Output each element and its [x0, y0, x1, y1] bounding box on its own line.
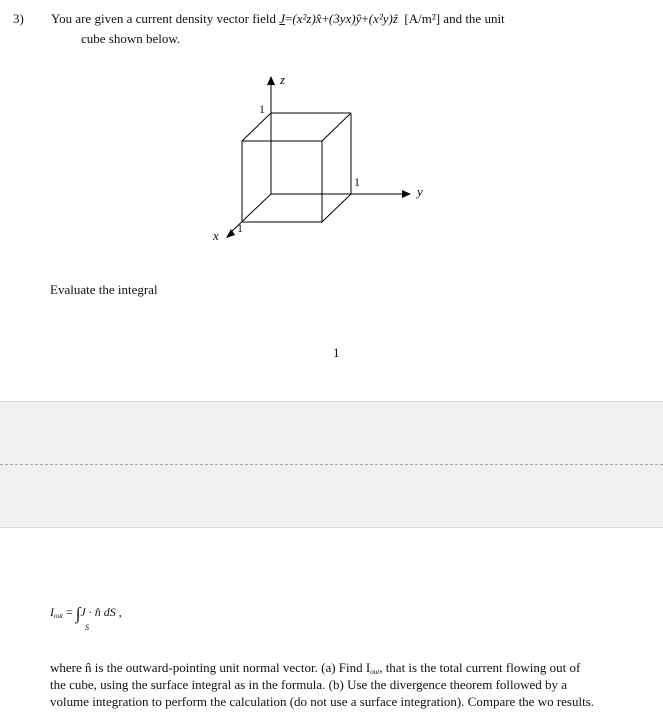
- current-symbol: I: [50, 605, 54, 619]
- explanation-subscript: out: [370, 668, 380, 676]
- field-term-z: (x²y)ẑ: [368, 11, 398, 26]
- page-break-divider: [0, 464, 663, 465]
- page-number: 1: [333, 345, 340, 360]
- field-symbol: J: [279, 11, 286, 26]
- integral-sign: ∫: [75, 604, 81, 623]
- evaluate-label: Evaluate the integral: [50, 282, 158, 297]
- problem-trail: and the unit: [443, 11, 505, 26]
- integral-limit: S: [85, 623, 89, 632]
- x-axis: [229, 194, 271, 234]
- cube-edge: [322, 113, 351, 141]
- problem-number: 3): [13, 11, 24, 26]
- cube-edge: [242, 113, 271, 141]
- plus-sign-1: +: [321, 11, 329, 26]
- field-term-y: (3yx)ŷ: [328, 11, 362, 26]
- explanation-line1-text: where n̂ is the outward-pointing unit normal vector. (a) Find I: [50, 660, 371, 675]
- integral-equals: =: [65, 605, 73, 619]
- explanation-line1-tail: , that is the total current flowing out of: [379, 660, 581, 675]
- z-axis-arrowhead: [267, 76, 275, 85]
- y-axis-arrowhead: [402, 190, 411, 198]
- cube-edge: [322, 194, 351, 222]
- x-tick-label: 1: [237, 221, 243, 235]
- problem-statement-line2: cube shown below.: [81, 31, 181, 46]
- x-axis-arrowhead: [226, 229, 235, 238]
- x-axis-label: x: [213, 228, 219, 243]
- plus-sign-2: +: [361, 11, 369, 26]
- field-term-x: (x²z)x̂: [292, 11, 322, 26]
- explanation-line3: volume integration to perform the calculation (do not use a surface integration). Compare the wo results.: [50, 694, 595, 709]
- problem-intro: You are given a current density vector field: [51, 11, 277, 26]
- current-subscript: out: [54, 612, 63, 620]
- equals-sign: =: [285, 11, 293, 26]
- z-axis-label: z: [280, 72, 286, 87]
- integral-comma: ,: [118, 605, 122, 619]
- integral-formula: [50, 604, 122, 624]
- y-tick-label: 1: [354, 175, 360, 189]
- explanation-line2: the cube, using the surface integral as in the formula. (b) Use the divergence theorem followed by a: [50, 677, 568, 692]
- z-tick-label: 1: [259, 102, 265, 116]
- y-axis-label: y: [417, 184, 423, 199]
- field-units: [A/m²]: [404, 11, 441, 26]
- integrand: J · n̂ dS: [80, 605, 116, 619]
